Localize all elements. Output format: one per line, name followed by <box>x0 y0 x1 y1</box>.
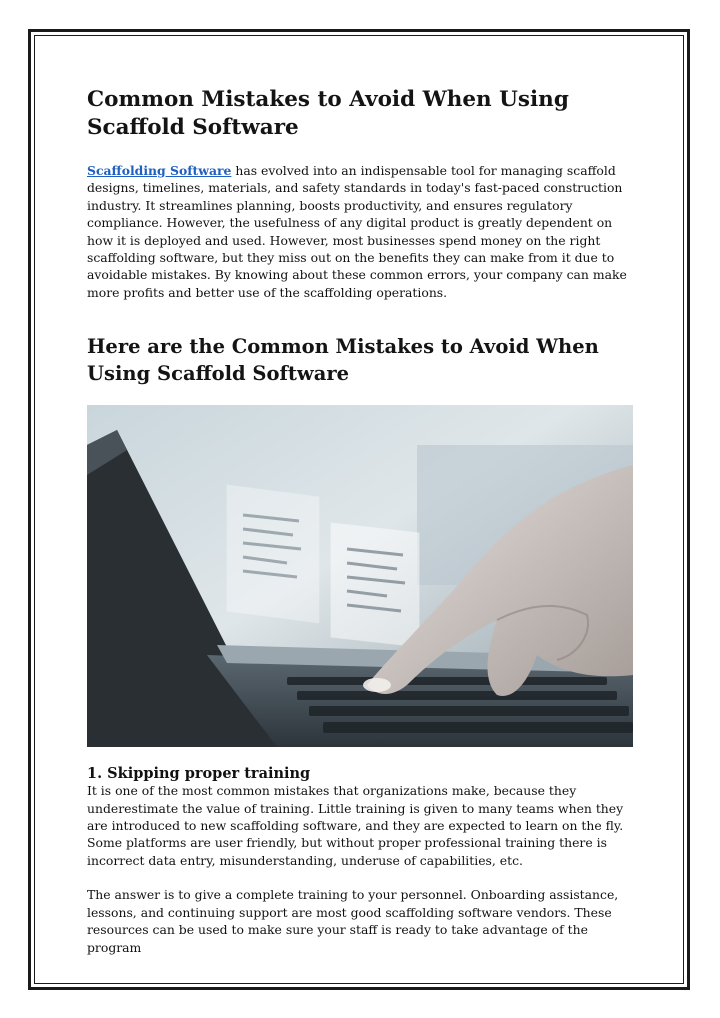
section-1-paragraph-2: The answer is to give a complete training to your personnel. Onboarding assistance, lessons, and continuing support are most good scaffolding software vendors. These resources can be used to make sure your staff is ready to take advantage of the program <box>87 887 619 955</box>
section-1-paragraph-1: It is one of the most common mistakes that organizations make, because they underestimate the value of training. Little training is given to many teams when they are introduced to new scaffolding software, and they are expected to learn on the fly. Some platforms are user friendly, but without proper professional training there is incorrect data entry, misunderstanding, underuse of capabilities, etc. <box>87 783 624 868</box>
scaffolding-software-link[interactable]: Scaffolding Software <box>87 163 232 178</box>
document-title: Common Mistakes to Avoid When Using Scaffold Software <box>87 87 569 140</box>
section-1-heading: 1. Skipping proper training <box>87 765 311 783</box>
section-heading: Here are the Common Mistakes to Avoid When Using Scaffold Software <box>87 335 599 386</box>
intro-text: has evolved into an indispensable tool for managing scaffold designs, timelines, materials, and safety standards in today's fast-paced construction industry. It streamlines planning, boosts productivity, and ensures regulatory compliance. However, the usefulness of any digital product is greatly dependent on how it is deployed and used. However, most businesses spend money on the right scaffolding software, but they miss out on the benefits they can make from it due to avoidable mistakes. By knowing about these common errors, your company can make more profits and better use of the scaffolding operations. <box>87 163 627 300</box>
document-body <box>87 86 635 956</box>
intro-paragraph <box>87 162 635 301</box>
laptop-typing-photo <box>87 405 633 747</box>
laptop-typing-illustration <box>87 405 633 747</box>
